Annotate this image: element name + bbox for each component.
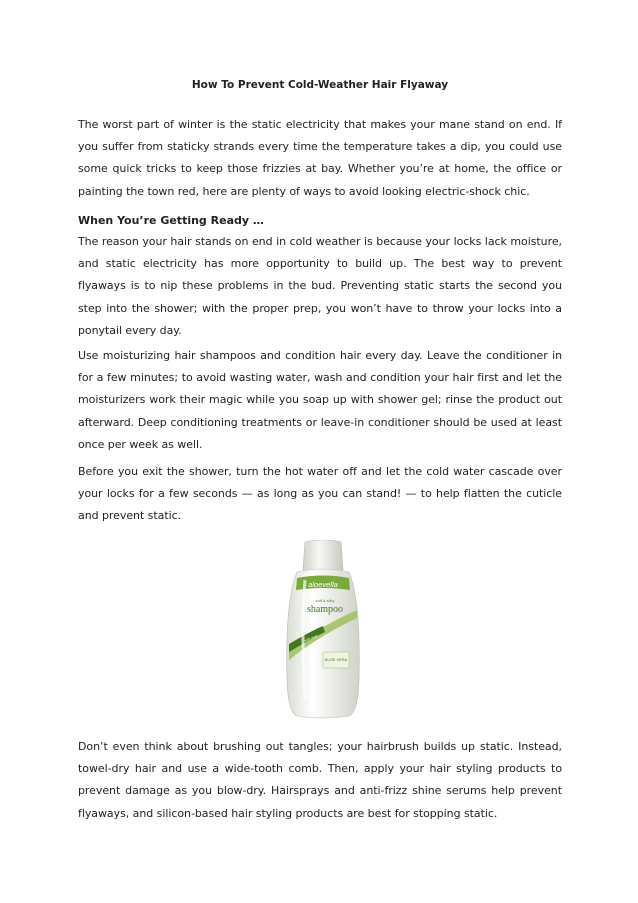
svg-text:with aloe: with aloe [303, 634, 319, 643]
product-name-text: shampoo [306, 604, 344, 615]
svg-text:soft & silky: soft & silky [315, 598, 335, 603]
brand-logo-text: aloevella [308, 580, 338, 589]
shampoo-bottle-illustration [283, 540, 363, 720]
intro-paragraph: The worst part of winter is the static electricity that makes your mane stand on end. If you suffer from staticky strands every time the temperature takes a dip, you could use some quick tricks to keep those frizzies at bay. Whether you’re at home, the office or painting the town red, here are plenty of ways to avoid looking electric-shock chic. [78, 118, 562, 198]
body-paragraph-4: Don’t even think about brushing out tangles; your hairbrush builds up static. Instead, towel-dry hair and use a wide-tooth comb. Then, apply your hair styling products to prevent damage as you blow-dry. Hairsprays and anti-frizz shine serums help prevent flyaways, and silicon-based hair styling products are best for stopping static. [78, 740, 562, 820]
section-heading: When You’re Getting Ready … [78, 214, 264, 227]
body-paragraph-2: Use moisturizing hair shampoos and condition hair every day. Leave the conditioner in for a few minutes; to avoid wasting water, wash and condition your hair first and let the moisturizers work their magic while you soap up with shower gel; rinse the product out afterward. Deep conditioning treatments or leave-in conditioner should be used at least once per week as well. [78, 349, 562, 451]
page-title: How To Prevent Cold-Weather Hair Flyaway [191, 79, 449, 91]
aloe-vera-label: ALOE VERA [324, 657, 348, 662]
body-paragraph-3: Before you exit the shower, turn the hot water off and let the cold water cascade over your locks for a few seconds — as long as you can stand! — to help flatten the cuticle and prevent static. [78, 465, 562, 523]
shampoo-bottle-image [283, 540, 363, 720]
body-paragraph-1: The reason your hair stands on end in cold weather is because your locks lack moisture, and static electricity has more opportunity to build up. The best way to prevent flyaways is to nip these problems in the bud. Preventing static starts the second you step into the shower; with the proper prep, you won’t have to throw your locks into a ponytail every day. [78, 235, 562, 337]
